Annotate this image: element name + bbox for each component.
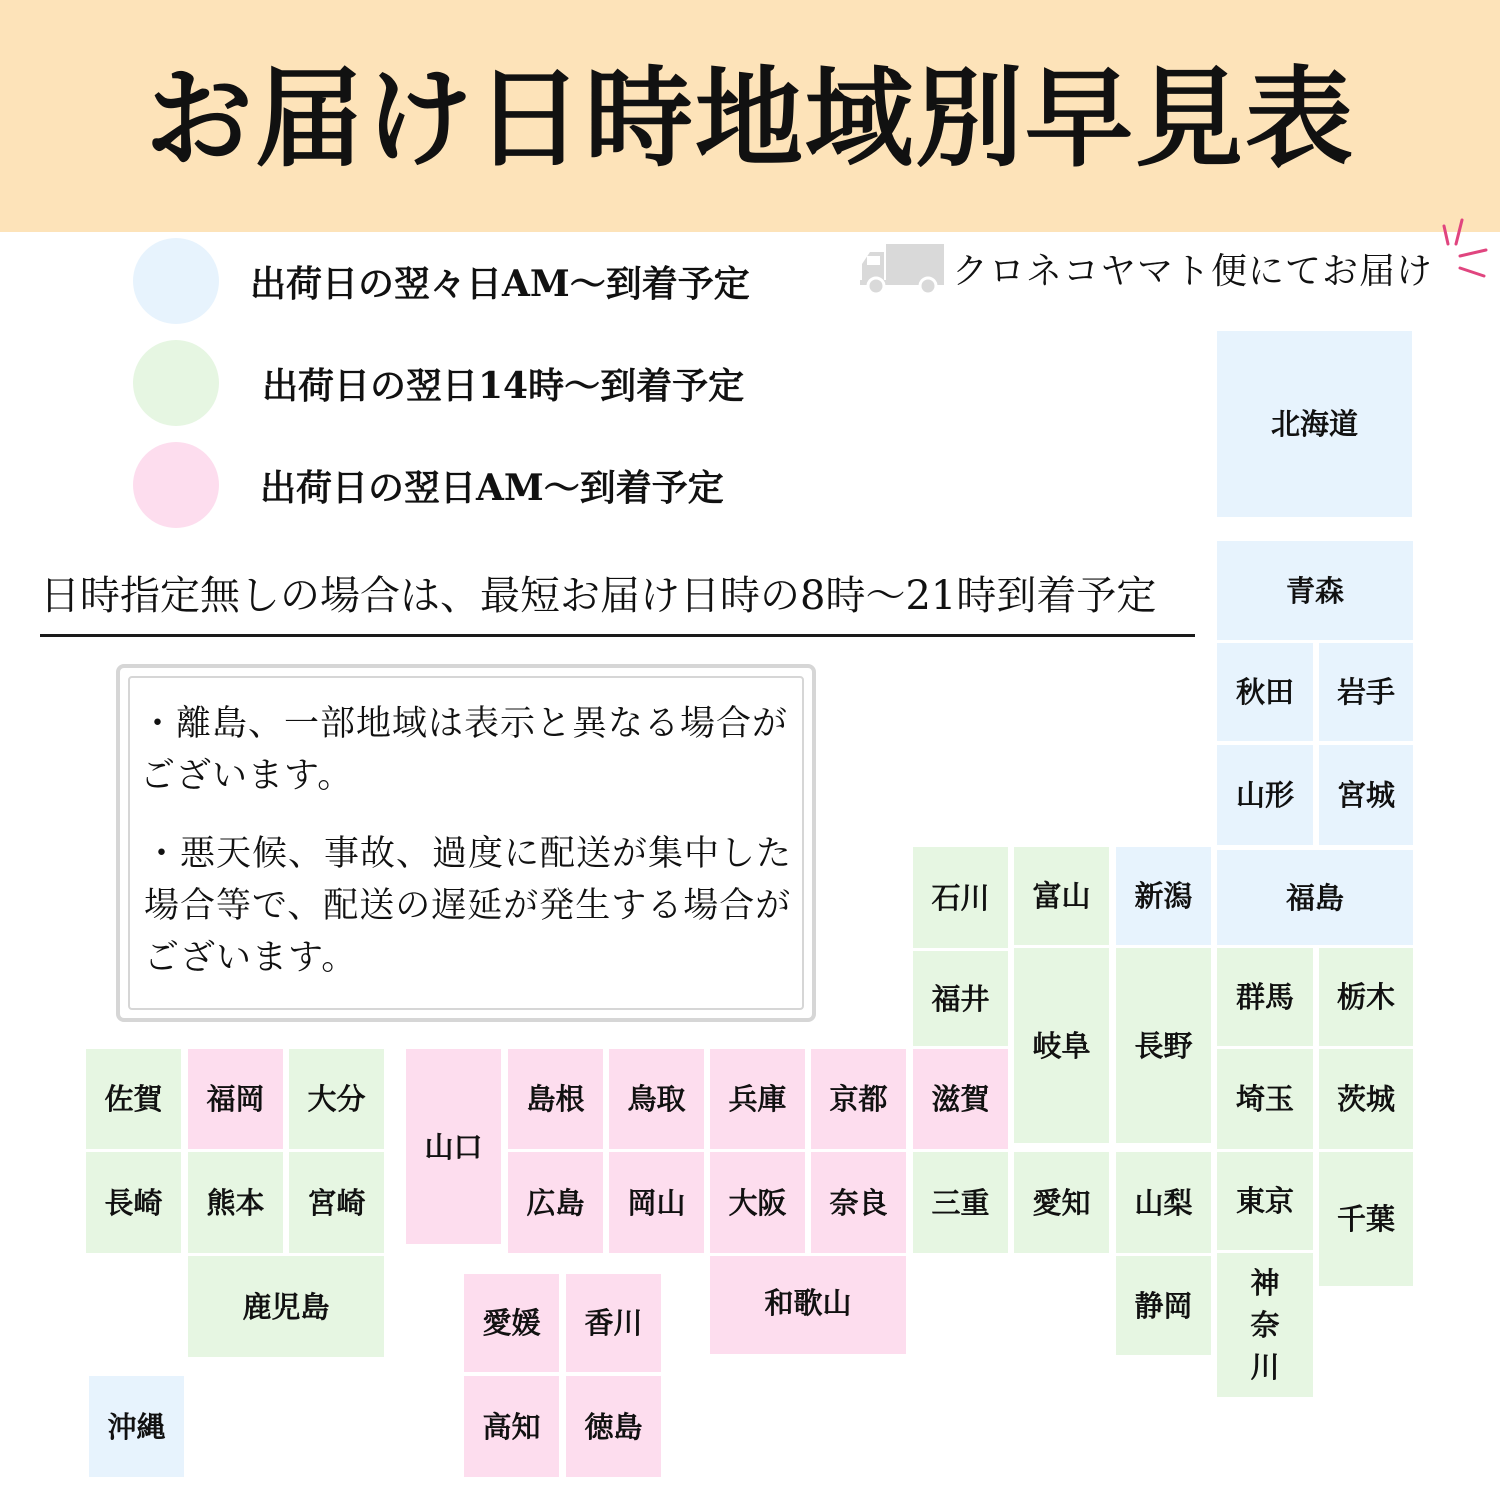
pref-tochigi: 栃木 [1319,948,1413,1046]
pref-nagano: 長野 [1116,948,1211,1143]
pref-gunma: 群馬 [1217,948,1313,1046]
pref-fukui: 福井 [913,951,1008,1046]
pref-saga: 佐賀 [86,1049,181,1149]
carrier-text: クロネコヤマト便にてお届け [952,250,1434,292]
truck-icon [858,240,946,296]
pref-fukushima: 福島 [1217,850,1413,945]
pref-akita: 秋田 [1217,643,1313,741]
pref-okinawa: 沖縄 [89,1376,184,1477]
note-delays: ・悪天候、事故、過度に配送が集中した場合等で、配送の遅延が発生する場合がございます。 [144,834,793,978]
pref-kanagawa: 神奈川 [1217,1253,1313,1397]
legend-swatch-pink [133,442,219,528]
pref-nagasaki: 長崎 [86,1152,181,1253]
pref-ibaraki: 茨城 [1319,1049,1413,1149]
pref-yamanashi: 山梨 [1116,1152,1211,1253]
pref-hyogo: 兵庫 [710,1049,805,1149]
pref-aichi: 愛知 [1014,1152,1109,1253]
pref-iwate: 岩手 [1319,643,1413,741]
header-banner [0,0,1500,232]
pref-hiroshima: 広島 [508,1152,603,1253]
pref-kumamoto: 熊本 [188,1152,283,1253]
pref-kyoto: 京都 [811,1049,906,1149]
pref-osaka: 大阪 [710,1152,805,1253]
pref-shizuoka: 静岡 [1116,1256,1211,1355]
legend-swatch-green [133,340,219,426]
pref-tokyo: 東京 [1217,1152,1313,1250]
pref-tottori: 鳥取 [609,1049,704,1149]
legend-label-pink: 出荷日の翌日AM～到着予定 [260,467,724,509]
pref-yamagata: 山形 [1217,745,1313,845]
pref-hokkaido: 北海道 [1217,331,1412,517]
pref-kochi: 高知 [464,1376,559,1477]
legend-label-blue: 出荷日の翌々日AM～到着予定 [250,263,750,305]
pref-ehime: 愛媛 [464,1274,559,1372]
notice-underline [40,634,1195,637]
pref-okayama: 岡山 [609,1152,704,1253]
pref-mie: 三重 [913,1152,1008,1253]
pref-toyama: 富山 [1014,847,1109,945]
pref-tokushima: 徳島 [566,1376,661,1477]
pref-ishikawa: 石川 [913,847,1008,948]
pref-gifu: 岐阜 [1014,948,1109,1143]
legend-label-green: 出荷日の翌日14時～到着予定 [262,365,745,407]
pref-oita: 大分 [289,1049,384,1149]
pref-niigata: 新潟 [1116,847,1211,945]
notes-box [116,664,816,1022]
pref-shimane: 島根 [508,1049,603,1149]
pref-aomori: 青森 [1217,541,1413,640]
pref-kagoshima: 鹿児島 [188,1256,384,1357]
pref-miyazaki: 宮崎 [289,1152,384,1253]
pref-wakayama: 和歌山 [710,1256,906,1354]
pref-nara: 奈良 [811,1152,906,1253]
pref-chiba: 千葉 [1319,1152,1413,1286]
default-delivery-notice: 日時指定無しの場合は、最短お届け日時の8時～21時到着予定 [40,573,1157,619]
pref-fukuoka: 福岡 [188,1049,283,1149]
sparkle-icon [1436,214,1492,284]
legend-swatch-blue [133,238,219,324]
carrier-line [858,240,1433,296]
note-islands: ・離島、一部地域は表示と異なる場合がございます。 [140,704,789,796]
pref-kagawa: 香川 [566,1274,661,1372]
pref-saitama: 埼玉 [1217,1049,1313,1149]
pref-shiga: 滋賀 [913,1049,1008,1149]
pref-miyagi: 宮城 [1319,745,1413,845]
pref-yamaguchi: 山口 [406,1049,501,1244]
page-title: お届け日時地域別早見表 [144,56,1355,182]
